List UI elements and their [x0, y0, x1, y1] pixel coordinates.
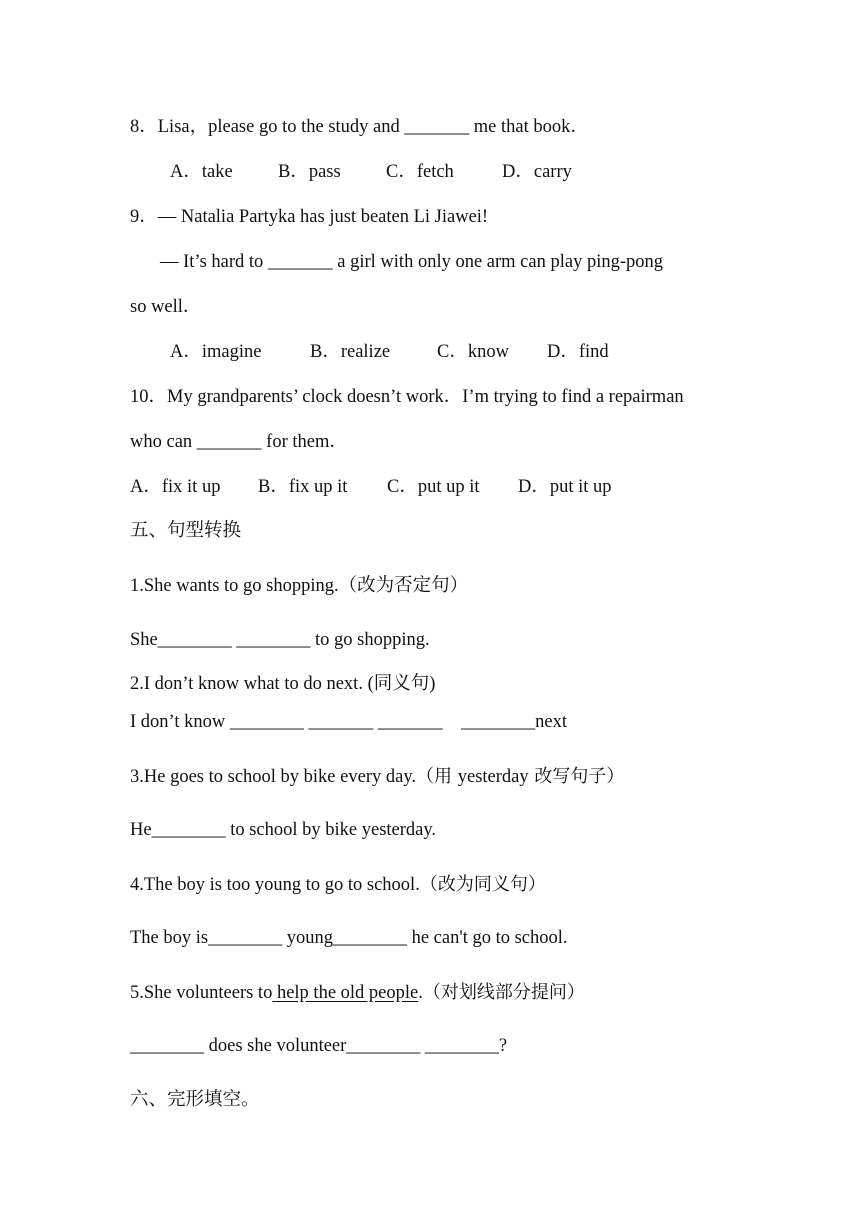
s5-q2 — [130, 675, 435, 694]
s5-q5-underlined: help the old people — [272, 983, 419, 1003]
s5-q5 — [130, 984, 585, 1003]
q8-option-d: D．carry — [502, 162, 572, 182]
s5-a2: I don’t know ________ _______ _______ ________next — [130, 712, 567, 732]
q8-option-a: A．take — [170, 162, 233, 182]
s5-q2-text: 2.I don’t know what to do next. — [130, 674, 368, 694]
s5-q1 — [130, 577, 468, 596]
q9-option-a: A．imagine — [170, 342, 262, 362]
s5-q1-note: （改为否定句） — [338, 576, 469, 596]
s5-q2-note: (同义句) — [367, 674, 436, 694]
q8-option-c: C．fetch — [386, 162, 454, 182]
s5-q3-keyword: yesterday — [457, 767, 529, 787]
q9-option-b: B．realize — [310, 342, 391, 362]
s5-q5-note: （对划线部分提问） — [422, 982, 585, 1003]
s5-q3-note-close: 改写句子） — [528, 766, 625, 787]
q10-line1: 10．My grandparents’ clock doesn’t work．I’m trying to find a repairman — [130, 387, 684, 407]
s5-q4 — [130, 876, 546, 895]
s5-q3 — [130, 768, 624, 787]
section5-title: 五、句型转换 — [130, 521, 242, 541]
s5-a4: The boy is________ young________ he can't go to school. — [130, 928, 568, 948]
q9-line3: so well． — [130, 297, 202, 317]
s5-a5: ________ does she volunteer________ ________? — [130, 1036, 508, 1056]
q9-option-d: D．find — [547, 342, 609, 362]
q8-stem: 8．Lisa，please go to the study and _______ me that book． — [130, 117, 589, 137]
s5-q5-pre: 5.She volunteers to — [130, 983, 273, 1003]
s5-q3-text: 3.He goes to school by bike every day. — [130, 767, 416, 787]
q10-option-b: B．fix up it — [258, 477, 348, 497]
s5-q1-text: 1.She wants to go shopping. — [130, 576, 339, 596]
s5-q5-post: . — [418, 983, 423, 1003]
q9-line2: — It’s hard to _______ a girl with only one arm can play ping-pong — [160, 252, 664, 272]
q9-stem: 9．— Natalia Partyka has just beaten Li Jiawei! — [130, 207, 489, 227]
s5-q3-note-open: （用 — [416, 766, 458, 787]
q10-option-c: C．put up it — [387, 477, 480, 497]
q10-option-d: D．put it up — [518, 477, 612, 497]
q8-option-b: B．pass — [278, 162, 341, 182]
section6-title: 六、完形填空。 — [130, 1090, 260, 1110]
s5-a1: She________ ________ to go shopping. — [130, 630, 430, 650]
q9-option-c: C．know — [437, 342, 509, 362]
q10-line2: who can _______ for them． — [130, 432, 348, 452]
s5-q4-text: 4.The boy is too young to go to school. — [130, 875, 420, 895]
q10-option-a: A．fix it up — [130, 477, 221, 497]
s5-a3: He________ to school by bike yesterday. — [130, 820, 437, 840]
s5-q4-note: （改为同义句） — [419, 874, 546, 895]
